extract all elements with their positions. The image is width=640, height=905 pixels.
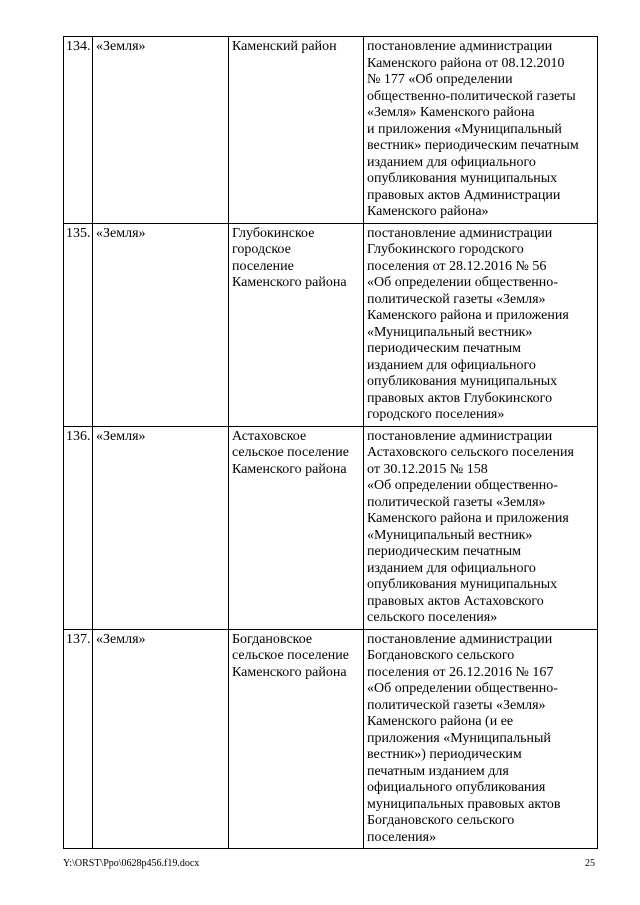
municipality-name: Богдановское сельское поселение Каменского района <box>229 629 364 849</box>
table-row <box>64 223 598 426</box>
legal-act-description: постановление администрации Богдановского сельского поселения от 26.12.2016 № 167 «Об определении общественно- политической газеты «Земля» Каменского района (и ее приложения «Муниципальный вестник») периодическим печатным изданием для официального опубликования муниципальных правовых актов Богдановского сельского поселения» <box>364 629 598 849</box>
municipality-name: Каменский район <box>229 37 364 224</box>
municipality-name: Глубокинское городское поселение Каменского района <box>229 223 364 426</box>
page-number: 25 <box>585 858 595 869</box>
row-number: 135. <box>64 223 93 426</box>
newspaper-name: «Земля» <box>93 37 229 224</box>
newspaper-name: «Земля» <box>93 223 229 426</box>
newspaper-name: «Земля» <box>93 629 229 849</box>
footer-file-path: Y:\ORST\Ppo\0628p456.f19.docx <box>63 858 200 869</box>
table-row <box>64 629 598 849</box>
row-number: 137. <box>64 629 93 849</box>
row-number: 136. <box>64 426 93 629</box>
row-number: 134. <box>64 37 93 224</box>
municipality-name: Астаховское сельское поселение Каменского района <box>229 426 364 629</box>
legal-act-description: постановление администрации Астаховского сельского поселения от 30.12.2015 № 158 «Об определении общественно- политической газеты «Земля» Каменского района и приложения «Муниципальный вестник» периодическим печатным изданием для официального опубликования муниципальных правовых актов Астаховского сельского поселения» <box>364 426 598 629</box>
table-row <box>64 37 598 224</box>
legal-act-description: постановление администрации Каменского района от 08.12.2010 № 177 «Об определении общественно-политической газеты «Земля» Каменского района и приложения «Муниципальный вестник» периодическим печатным изданием для официального опубликования муниципальных правовых актов Администрации Каменского района» <box>364 37 598 224</box>
table-row <box>64 426 598 629</box>
registry-table <box>63 36 598 849</box>
newspaper-name: «Земля» <box>93 426 229 629</box>
legal-act-description: постановление администрации Глубокинского городского поселения от 28.12.2016 № 56 «Об определении общественно- политической газеты «Земля» Каменского района и приложения «Муниципальный вестник» периодическим печатным изданием для официального опубликования муниципальных правовых актов Глубокинского городского поселения» <box>364 223 598 426</box>
